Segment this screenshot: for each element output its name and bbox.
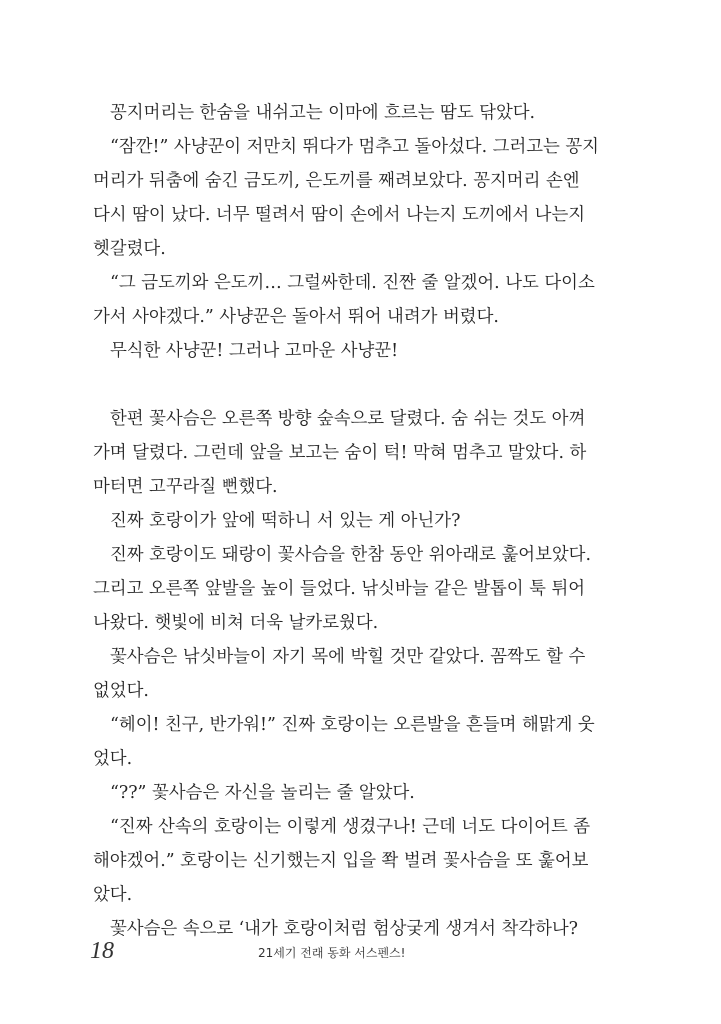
text-line: 진짜 호랑이도 돼랑이 꽃사슴을 한참 동안 위아래로 훑어보았다. — [110, 545, 592, 565]
text-line: “헤이! 친구, 반가워!” 진짜 호랑이는 오른발을 흔들며 해맑게 웃 — [110, 715, 595, 735]
text-line: 그리고 오른쪽 앞발을 높이 들었다. 낚싯바늘 같은 발톱이 툭 튀어 — [93, 579, 586, 599]
text-line: “진짜 산속의 호랑이는 이렇게 생겼구나! 근데 너도 다이어트 좀 — [110, 817, 591, 837]
running-title: 21세기 전래 동화 서스펜스! — [258, 946, 406, 960]
text-line: 았다. — [93, 885, 133, 905]
text-line: 없었다. — [93, 681, 149, 701]
page-number: 18 — [90, 938, 114, 964]
text-line: “그 금도끼와 은도끼… 그럴싸한데. 진짠 줄 알겠어. 나도 다이소 — [110, 273, 595, 293]
text-line: 가서 사야겠다.” 사냥꾼은 돌아서 뛰어 내려가 버렸다. — [93, 307, 499, 327]
text-line: 헷갈렸다. — [93, 239, 166, 259]
text-line: 한편 꽃사슴은 오른쪽 방향 숲속으로 달렸다. 숨 쉬는 것도 아껴 — [110, 409, 586, 429]
text-line: “??” 꽃사슴은 자신을 놀리는 줄 알았다. — [110, 783, 415, 803]
text-line: 무식한 사냥꾼! 그러나 고마운 사냥꾼! — [110, 341, 399, 361]
text-line: 진짜 호랑이가 앞에 떡하니 서 있는 게 아닌가? — [110, 511, 461, 531]
text-line: 꽃사슴은 속으로 ‘내가 호랑이처럼 험상궂게 생겨서 착각하나? — [110, 919, 579, 939]
text-line: 다시 땀이 났다. 너무 떨려서 땀이 손에서 나는지 도끼에서 나는지 — [93, 205, 586, 225]
text-line: 마터면 고꾸라질 뻔했다. — [93, 477, 278, 497]
text-line: 나왔다. 햇빛에 비쳐 더욱 날카로웠다. — [93, 613, 379, 633]
text-line: 머리가 뒤춤에 숨긴 금도끼, 은도끼를 째려보았다. 꽁지머리 손엔 — [93, 171, 580, 191]
text-line: 꽁지머리는 한숨을 내쉬고는 이마에 흐르는 땀도 닦았다. — [110, 103, 536, 123]
text-line: 해야겠어.” 호랑이는 신기했는지 입을 쫙 벌려 꽃사슴을 또 훑어보 — [93, 851, 589, 871]
paragraph-gap — [93, 368, 581, 402]
text-line: 가며 달렸다. 그런데 앞을 보고는 숨이 턱! 막혀 멈추고 말았다. 하 — [93, 443, 587, 463]
body-text — [93, 96, 599, 946]
text-line: 었다. — [93, 749, 133, 769]
text-line: 꽃사슴은 낚싯바늘이 자기 목에 박힐 것만 같았다. 꼼짝도 할 수 — [110, 647, 586, 667]
text-line: “잠깐!” 사냥꾼이 저만치 뛰다가 멈추고 돌아섰다. 그러고는 꽁지 — [110, 137, 599, 157]
